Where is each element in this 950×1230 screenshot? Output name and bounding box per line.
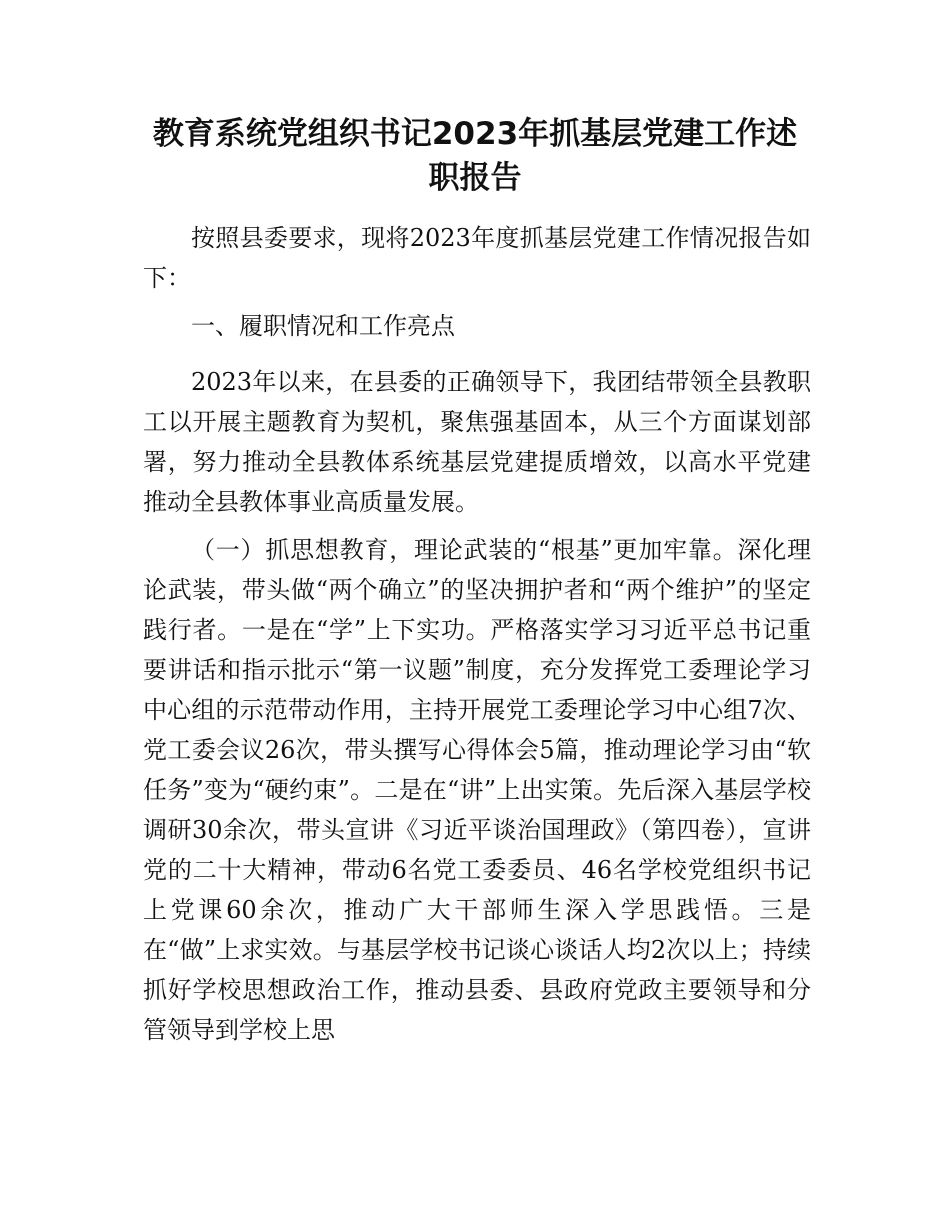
body-paragraph: 2023年以来，在县委的正确领导下，我团结带领全县教职工以开展主题教育为契机，聚焦强基固本，从三个方面谋划部署，努力推动全县教体系统基层党建提质增效，以高水平党建推动全县教体事业高质量发展。 [143, 368, 811, 516]
intro-paragraph: 按照县委要求，现将2023年度抓基层党建工作情况报告如下： [143, 224, 811, 292]
section-heading: 一、履职情况和工作亮点 [191, 312, 455, 340]
document-body [143, 218, 811, 1058]
body-paragraph: （一）抓思想教育，理论武装的“根基”更加牢靠。深化理论武装，带头做“两个确立”的坚决拥护者和“两个维护”的坚定践行者。一是在“学”上下实功。严格落实学习习近平总书记重要讲话和指示批示“第一议题”制度，充分发挥党工委理论学习中心组的示范带动作用，主持开展党工委理论学习中心组7次、党工委会议26次，带头撰写心得体会5篇，推动理论学习由“软任务”变为“硬约束”。二是在“讲”上出实策。先后深入基层学校调研30余次，带头宣讲《习近平谈治国理政》（第四卷），宣讲党的二十大精神，带动6名党工委委员、46名学校党组织书记上党课60余次，推动广大干部师生深入学思践悟。三是在“做”上求实效。与基层学校书记谈心谈话人均2次以上；持续抓好学校思想政治工作，推动县委、县政府党政主要领导和分管领导到学校上思 [143, 536, 811, 1044]
document-title: 教育系统党组织书记2023年抓基层党建工作述职报告 [152, 116, 798, 196]
